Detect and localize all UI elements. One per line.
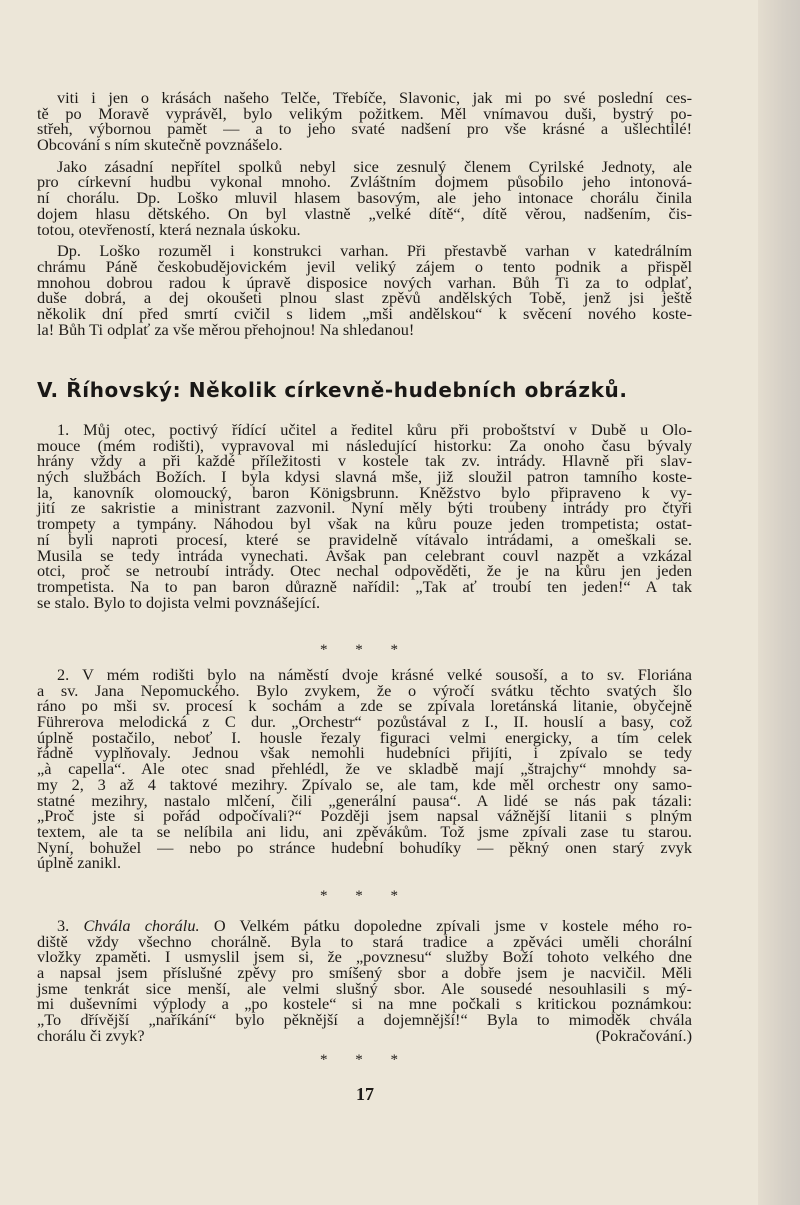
section-number: 3. [57,916,84,935]
text-line: Musila se tedy intráda vynechati. Avšak pan celebrant couvl nazpět a vzkázal [37,545,692,565]
text-line: mouce (mém rodišti), vypravoval mi následující historku: Za onoho času bývaly [37,435,692,455]
text-line: hrány vždy a při každé příležitosti v kostele tak zv. intrády. Hlavně při slav- [37,451,692,471]
section-title: Chvála chorálu. [83,916,200,935]
text-line: textem, ale ta se nelíbila ani lidu, ani zpěvákům. Tož jsme zpívali zase tu starou. [37,821,692,841]
section-separator: * * * [320,1052,410,1068]
section-3 [37,918,692,1044]
text-line: la! Bůh Ti odplať za vše měrou přehojnou! Na shledanou! [37,319,415,339]
section-1 [37,422,692,610]
text-line: 1. Můj otec, poctivý řídící učitel a ředitel kůru při proboštství v Dubě u Olo- [57,420,692,439]
text-line: střeh, výbornou pamět — a to jeho svaté nadšení pro vše krásné a ušlechtilé! [37,119,692,139]
paragraph [37,243,692,337]
text-line: statné mezihry, nastalo mlčení, čili „generální pausa“. A lidé se nás pak tázali: [37,790,692,810]
text-line: trompetista. Na to pan baron důrazně nařídil: „Tak ať troubí ten jeden!“ A tak [37,576,692,596]
text-line: diště vždy všechno chorálně. Byla to stará tradice a zpěváci uměli chorální [37,931,692,951]
text-line: „Proč jste si pořád odpočívali?“ Později jsem napsal vážnější litanii s plným [37,806,692,826]
text-line: otci, proč se netroubí intrády. Otec nechal odpověděti, že je na kůru jen jeden [37,561,692,581]
text-line: úplně postačilo, neboť I. housle řezaly figuraci velmi energicky, a tím celek [37,727,692,747]
text-line: jsme tenkrát sice menší, ale velmi slušný sbor. Ale sousedé nesouhlasili s mý- [37,978,692,998]
text-line: jití ze sakristie a ministrant zazvonil. Nyní měly býti troubeny intrády pro čtyři [37,498,692,518]
text-line: Nyní, bohužel — nebo po stránce hudební bohudíky — pěkný onen starý zvyk [37,837,692,857]
text-line: několik dní před smrtí cvičil s lidem „mši andělskou“ k svěcení nového koste- [37,303,692,323]
text-fragment: O Velkém pátku dopoledne zpívali jsme v kostele mého ro- [199,916,692,935]
text-line: mi duševními výplody a „po kostele“ si na mne počkali s kritickou poznámkou: [37,994,692,1014]
text-line: la, kanovník olomoucký, baron Königsbrunn. Kněžstvo bylo připraveno k vy- [37,482,692,502]
text-line: a sv. Jana Nepomuckého. Bylo zvykem, že o výročí svátku těchto svatých šlo [37,680,692,700]
text-line: mnohou dobrou radou k úpravě disposice nových varhan. Bůh Ti za to odplať, [37,272,692,292]
text-line: viti i jen o krásách našeho Telče, Třebíče, Slavonic, jak mi po své poslední ces- [57,88,692,107]
continued-note: (Pokračování.) [595,1025,692,1045]
text-line: 2. V mém rodišti bylo na náměstí dvoje krásné velké sousoší, a to sv. Floriána [57,665,692,684]
paragraph [37,422,692,610]
text-line: duše dobrá, a dej okoušeti plnou slast zpěvů andělských Tobě, jenž jsi ještě [37,288,692,308]
text-line: a napsal jsem příslušné zpěvy pro smíšený sbor a dobře jsem je nacvičil. Měli [37,963,692,983]
text-line: ráno po mši sv. procesí k sochám a zde se zpívala loretánská litanie, obyčejně [37,696,692,716]
text-line: „à capella“. Ale otec snad přehlédl, že ve skladbě mají „štrajchy“ mnohdy sa- [37,759,692,779]
page-number: 17 [356,1084,374,1104]
section-separator: * * * [320,888,410,904]
text-line: totou, otevřeností, která neznala úskoku. [37,219,301,239]
text-line: se stalo. Bylo to dojista velmi povznášející. [37,592,321,612]
text-line: vložky zpaměti. I usmyslil jsem si, že „povznesu“ služby Boží tohoto velkého dne [37,947,692,967]
scan-edge-shadow [758,0,800,1205]
paragraph [37,90,692,153]
text-line: my 2, 3 až 4 taktové mezihry. Zpívalo se, ale tam, kde měl orchestr ony samo- [37,774,692,794]
text-line: Dp. Loško rozuměl i konstrukci varhan. Při přestavbě varhan v katedrálním [57,241,692,261]
section-2 [37,667,692,871]
text-line: trompety a tympány. Náhodou byl však na kůru pouze jeden trompetista; ostat- [37,514,692,534]
text-line: pro církevní hudbu vykonal mnoho. Zvláštním dojmem působilo jeho intonová- [37,172,692,192]
text-line: chrámu Páně českobudějovickém jevil veliký zájem o tento podnik a přispěl [37,256,692,276]
section-separator: * * * [320,642,410,658]
text-line: „To dřívější „naříkání“ bylo pěknější a dojemnější!“ Byla to mimoděk chvála [37,1010,692,1030]
text-line: Führerova melodická z C dur. „Orchestr“ pozůstával z I., II. houslí a basy, což [37,712,692,732]
text-line [37,1025,692,1045]
text-line: Jako zásadní nepřítel spolků nebyl sice zesnulý členem Cyrilské Jednoty, ale [57,156,692,176]
article-heading: V. Říhovský: Několik církevně-hudebních obrázků. [37,378,628,402]
paragraph [37,667,692,871]
text-line: tě po Moravě vyprávěl, bylo velikým požitkem. Měl vnímavou duši, bystrý po- [37,103,692,123]
intro-text [37,90,692,337]
text-line: ných službách Božích. I byla kdysi slavná mše, již sloužil patron tamního koste- [37,467,692,487]
text-line: ní byli naproti procesí, které se pravidelně vítávalo intrádami, a omeškali se. [37,529,692,549]
text-line: řádně vyplňovaly. Jednou však nemohli hudebníci přijíti, i zpívalo se tedy [37,743,692,763]
paragraph [37,156,692,239]
text-line: úplně zanikl. [37,853,122,873]
text-line: Obcování s ním skutečně povznášelo. [37,135,283,155]
text-line: dojem hlasu dětského. On byl vlastně „velké dítě“, dítě věrou, nadšením, čis- [37,203,692,223]
text-line: ní chorálu. Dp. Loško mluvil hlasem basovým, ale jeho intonace chorálu činila [37,188,692,208]
text-fragment: chorálu či zvyk? [37,1025,145,1045]
